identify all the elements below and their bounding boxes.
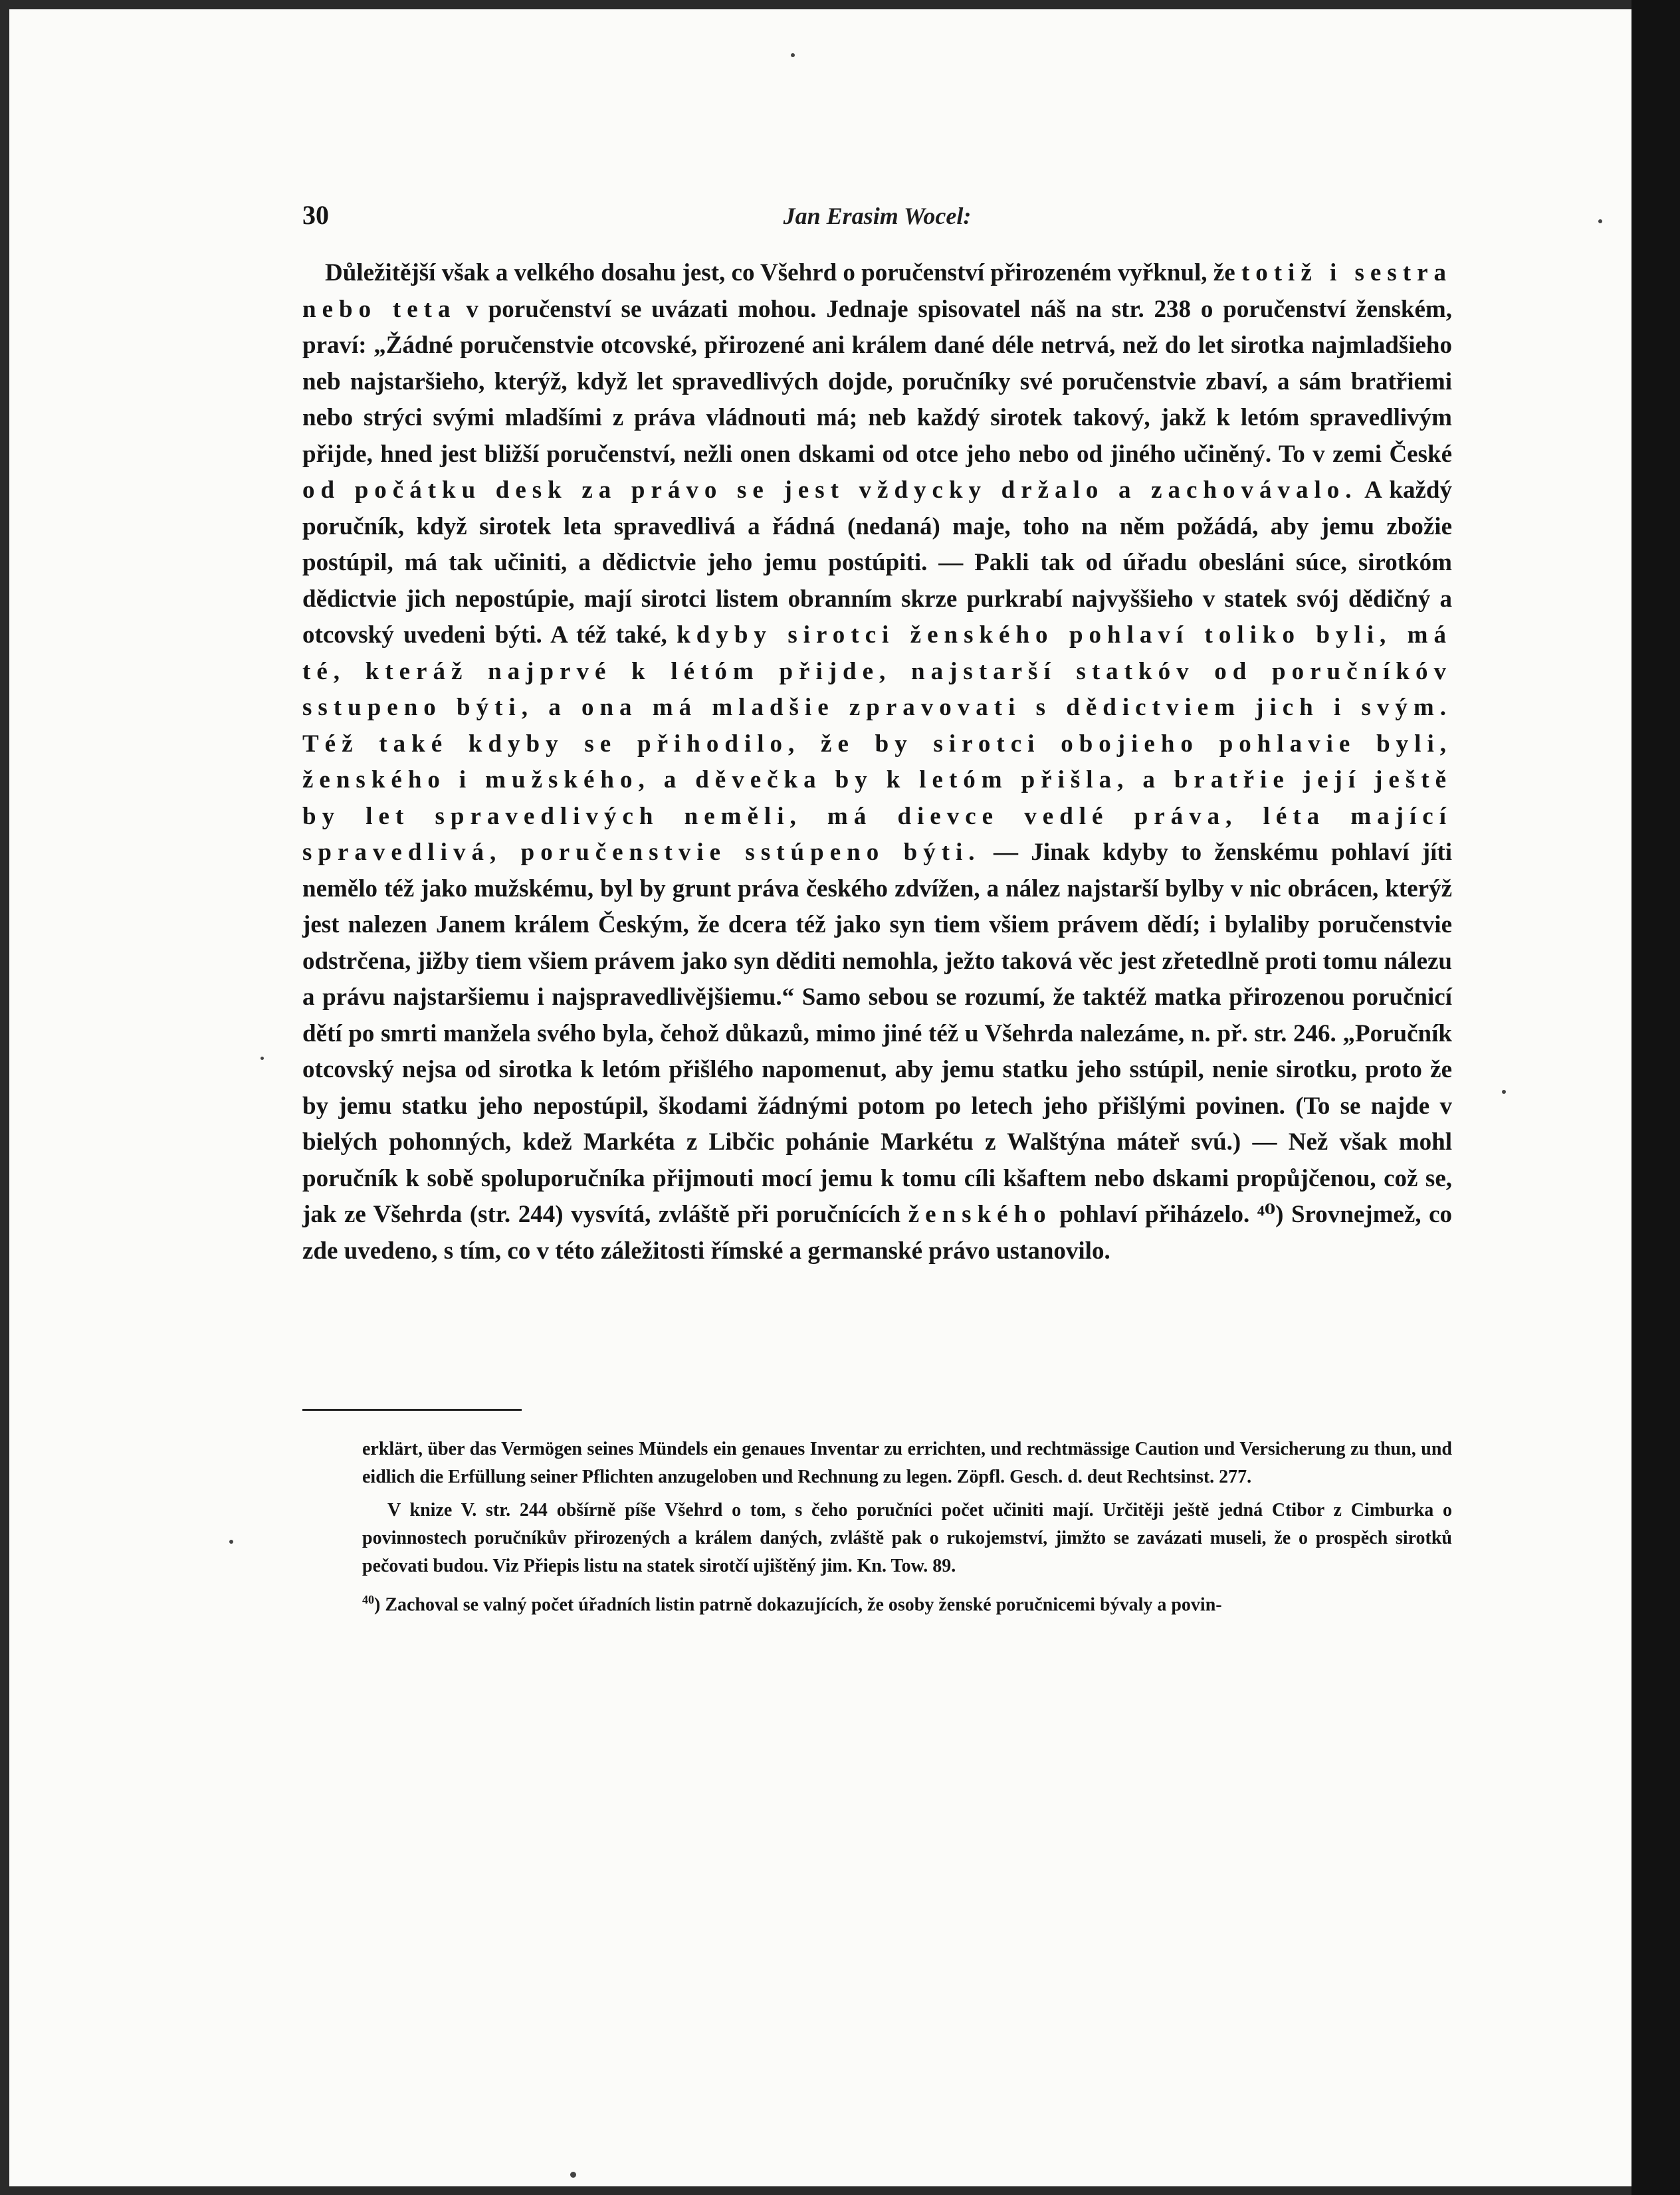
footnote-continuation: erklärt, über das Vermögen seines Mündels ein genaues Inventar zu errichten, und rechtmässige Caution und Versicherung zu thun, und eidlich die Erfüllung seiner Pflichten anzugeloben und Rechnung zu legen. Zöpfl. Gesch. d. deut Rechtsinst. 277. [362, 1439, 1452, 1487]
footnote-text: ) Zachoval se valný počet úřadních listin patrně dokazujících, že osoby ženské poručnicemi bývaly a povin- [374, 1594, 1222, 1616]
text-run: pohlaví přiházelo. [1059, 1201, 1250, 1228]
scan-border-top [0, 0, 1631, 9]
scan-speck [261, 1057, 264, 1060]
scan-speck [1502, 1090, 1506, 1094]
scan-border-right [1631, 0, 1680, 2195]
text-run: Důležitější však a velkého dosahu jest, co Všehrd o poručenství přirozeném vyřknul, že [325, 259, 1235, 286]
scan-speck [1598, 219, 1602, 223]
footnote-marker: 40 [362, 1593, 374, 1606]
footnote-divider [302, 1409, 522, 1411]
text-run: A každý poručník, když sirotek leta spravedlivá a řádná (nedaná) maje, toho na něm požádá, aby jemu zbožie postúpil, má tak učiniti, a dědictvie jeho jemu postúpiti. — Pakli tak od úřadu obesláni súce, sirotkóm dědictvie jich nepostúpie, mají sirotci listem obranním skrze purkrabí najvyššieho v statek svój dědičný a otcovský uvedeni býti. A též také, [302, 476, 1452, 649]
scan-speck [229, 1540, 233, 1544]
scan-speck [570, 2172, 576, 2178]
page-number: 30 [302, 200, 329, 230]
spaced-emphasis: kdyby sirotci ženského pohlaví toliko byli, má té, kteráž najprvé k létóm přijde, najstarší statkóv od poručníkóv sstupeno býti, a ona má mladšie zpravovati s dědictviem jich i svým. Též také kdyby se přihodilo, že by sirotci obojieho pohlavie byli, ženského i mužského, a děvečka by k letóm přišla, a bratřie její ještě by let spravedlivých neměli, má dievce vedlé práva, léta mající spravedlivá, poručenstvie sstúpeno býti. [302, 621, 1452, 866]
footnote-paragraph: V knize V. str. 244 obšírně píše Všehrd o tom, s čeho poručníci počet učiniti mají. Určitěji ještě jedná Ctibor z Cimburka o povinnostech poručníkův přirozených a králem daných, zvláště pak o rukojemství, jimžto se zavázati museli, že o prospěch sirotků pečovati budou. Viz Přiepis listu na statek sirotčí ujištěný jim. Kn. Tow. 89. [362, 1500, 1452, 1576]
text-run: ⁴⁰) Srovnejmež, co zde uvedeno, s tím, co v této záležitosti římské a germanské právo ustanovilo. [302, 1201, 1452, 1265]
page-header [302, 199, 1452, 239]
footnote-40 [362, 1586, 1452, 1619]
main-paragraph [302, 255, 1452, 1269]
scan-border-left [0, 0, 9, 2195]
spaced-emphasis: od počátku desk za právo se jest vždycky držalo a zachovávalo. [302, 476, 1358, 504]
footnotes [362, 1435, 1452, 1619]
spaced-emphasis: totiž i sestra nebo teta [302, 259, 1452, 323]
text-run: v poručenství se uvázati mohou. Jednaje spisovatel náš na str. 238 o poručenství ženském, praví: „Žádné poručenstvie otcovské, přirozené ani králem dané déle netrvá, než do let sirotka najmladšieho neb najstaršieho, kterýž, když let spravedlivých dojde, poručníky své poručenstvie zbaví, a sám bratřiemi nebo strýci svými mladšími z práva vládnouti má; neb každý sirotek takový, jakž k letóm spravedlivým přijde, hned jest bližší poručenství, nežli onen dskami od otce jeho nebo od jiného učiněný. To v zemi České [302, 295, 1453, 468]
scan-border-bottom [0, 2186, 1631, 2195]
spaced-emphasis: ženského [908, 1201, 1052, 1228]
running-head: Jan Erasim Wocel: [783, 203, 972, 229]
scan-speck [791, 53, 795, 57]
text-run: — Jinak kdyby to ženskému pohlaví jíti nemělo též jako mužskému, byl by grunt práva českého zdvížen, a nález najstarší bylby v nic obrácen, kterýž jest nalezen Janem králem Českým, že dcera též jako syn tiem všiem právem dědí; i bylaliby poručenstvie odstrčena, jižby tiem všiem právem jako syn děditi nemohla, ježto taková věc jest zřetedlně proti tomu nálezu a právu najstaršiemu i najspravedlivějšiemu.“ Samo sebou se rozumí, že taktéž matka přirozenou poručnicí dětí po smrti manžela svého byla, čehož důkazů, mimo jiné též u Všehrda nalezáme, n. př. str. 246. „Poručník otcovský nejsa od sirotka k letóm přišlého napomenut, aby jemu statku jeho sstúpil, nenie sirotku, proto že by jemu statku jeho nepostúpil, škodami žádnými potom po letech jeho přišlými povinen. (To se najde v bielých pohonných, kdež Markéta z Libčic pohánie Markétu z Walštýna máteř svú.) — Než však mohl poručník k sobě spoluporučníka přijmouti mocí jemu k tomu cíli kšaftem nebo dskami propůjčenou, což se, jak ze Všehrda (str. 244) vysvítá, zvláště při poručnících [302, 839, 1452, 1228]
